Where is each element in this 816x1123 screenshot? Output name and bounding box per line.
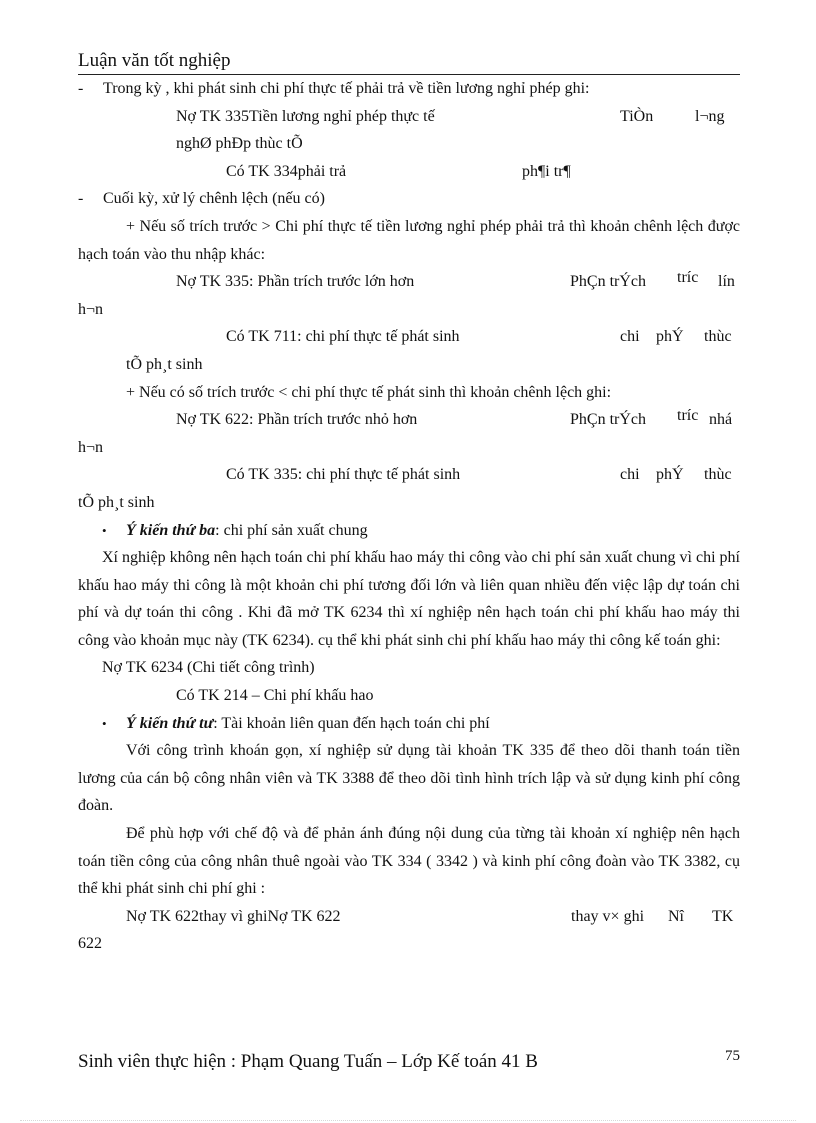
line-14: [78, 461, 740, 489]
garbled-text: phÝ: [656, 328, 684, 346]
entry-214: [78, 682, 740, 710]
garbled-text: PhÇn trÝch: [570, 411, 646, 429]
entry-debit: Nợ TK 335Tiền lương nghỉ phép thực tế: [176, 107, 435, 125]
list-dash: -: [78, 80, 84, 97]
line-13: [78, 434, 740, 462]
paragraph-5: Để phù hợp với chế độ và để phản ánh đúng nội dung của từng tài khoản xí nghiệp nên hạch toán tiền công của công nhân thuê ngoài vào TK 334 ( 3342 ) và kinh phí công đoàn vào TK 3382, cụ thể khi phát sinh chi phí ghi :: [78, 825, 740, 898]
garbled-text: nhá: [709, 411, 733, 429]
section-4-heading: [78, 710, 740, 738]
line-7: [78, 268, 740, 296]
section-3-title: Ý kiến thứ ba: [126, 521, 216, 539]
garbled-text: chi: [620, 466, 640, 484]
line-5: [78, 185, 740, 213]
section-3-subtitle: : chi phí sản xuất chung: [215, 521, 368, 539]
garbled-text: thay v× ghi: [571, 907, 645, 925]
garbled-text: lín: [718, 273, 735, 291]
entry-debit: Nợ TK 335: Phần trích trước lớn hơn: [176, 273, 415, 291]
entry-credit: Có TK 334phải trả: [226, 162, 347, 180]
section-4-subtitle: : Tài khoản liên quan đến hạch toán chi phí: [213, 714, 490, 732]
line-last: [78, 903, 740, 931]
garbled-text: Nî: [668, 907, 684, 925]
entry-credit: Có TK 214 – Chi phí khấu hao: [176, 687, 374, 705]
footer-text: Sinh viên thực hiện : Phạm Quang Tuấn – Lớp Kế toán 41 B: [78, 1051, 538, 1072]
garbled-text: PhÇn trÝch: [570, 273, 646, 291]
paragraph-4: Với công trình khoán gọn, xí nghiệp sử dụng tài khoản TK 335 để theo dõi thanh toán tiền lương của cán bộ công nhân viên và TK 3388 để theo dõi tình hình trích lập và sử dụng kinh phí công đoàn.: [78, 742, 740, 815]
entry-debit: Nợ TK 622thay vì ghiNợ TK 622: [126, 907, 341, 925]
garbled-text: h¬n: [78, 438, 104, 456]
line-10: [78, 351, 740, 379]
text: + Nếu có số trích trước < chi phí thực tế phát sinh thì khoản chênh lệch ghi:: [126, 383, 612, 401]
garbled-text: thùc: [704, 466, 732, 484]
line-8: [78, 296, 740, 324]
paragraph-3: Xí nghiệp không nên hạch toán chi phí khấu hao máy thi công vào chi phí sản xuất chung vì chi phí khấu hao máy thi công là một khoản chi phí tương đối lớn và liên quan nhiều đến việc lập dự toán chi phí và dự toán thi công . Khi đã mở TK 6234 thì xí nghiệp nên hạch toán chi phí khấu hao máy thi công vào khoản mục này (TK 6234). cụ thể khi phát sinh chi phí khấu hao máy thi công kế toán ghi:: [78, 549, 740, 649]
line-15: [78, 489, 740, 517]
garbled-text: tríc: [677, 407, 699, 425]
paragraph-1: + Nếu số trích trước > Chi phí thực tế tiền lương nghỉ phép phải trả thì khoản chênh lệch được hạch toán vào thu nhập khác:: [78, 217, 740, 263]
section-4-title: Ý kiến thứ tư: [126, 714, 214, 732]
bullet-icon: •: [102, 522, 107, 538]
line-11: [78, 379, 740, 407]
section-3-heading: [78, 517, 740, 545]
garbled-text: phÝ: [656, 466, 684, 484]
garbled-text: 622: [78, 935, 102, 953]
page-bottom-divider: [20, 1120, 796, 1121]
text: Cuối kỳ, xử lý chênh lệch (nếu có): [103, 190, 325, 208]
garbled-text: ph¶i tr¶: [522, 162, 571, 180]
garbled-text: thùc: [704, 328, 732, 346]
garbled-text: TK: [712, 907, 734, 925]
footer: [78, 1050, 740, 1074]
entry-credit: Có TK 711: chi phí thực tế phát sinh: [226, 328, 460, 346]
entry-6234: [78, 654, 740, 682]
running-header: Luận văn tốt nghiệp: [78, 50, 740, 75]
entry-debit: Nợ TK 6234 (Chi tiết công trình): [102, 659, 315, 677]
garbled-text: TiÒn: [620, 107, 654, 125]
bullet-icon: •: [102, 715, 107, 731]
line-9: [78, 323, 740, 351]
line-last-2: [78, 930, 740, 958]
garbled-text: tÕ ph¸t sinh: [78, 493, 155, 511]
line-2: [78, 103, 740, 131]
garbled-text: nghØ phÐp thùc tÕ: [176, 135, 303, 153]
line-1: [78, 75, 740, 103]
line-4: [78, 158, 740, 186]
garbled-text: h¬n: [78, 300, 104, 318]
line-12: [78, 406, 740, 434]
page-number: 75: [725, 1048, 740, 1064]
line-3: [78, 130, 740, 158]
garbled-text: chi: [620, 328, 640, 346]
list-dash: -: [78, 190, 84, 208]
garbled-text: tÕ ph¸t sinh: [126, 355, 203, 373]
garbled-text: l¬ng: [695, 107, 725, 125]
page-body: [78, 75, 740, 958]
text: Trong kỳ , khi phát sinh chi phí thực tế phải trả về tiền lương nghỉ phép ghi:: [103, 80, 590, 97]
entry-credit: Có TK 335: chi phí thực tế phát sinh: [226, 466, 461, 484]
entry-debit: Nợ TK 622: Phần trích trước nhỏ hơn: [176, 411, 418, 429]
garbled-text: tríc: [677, 269, 699, 287]
